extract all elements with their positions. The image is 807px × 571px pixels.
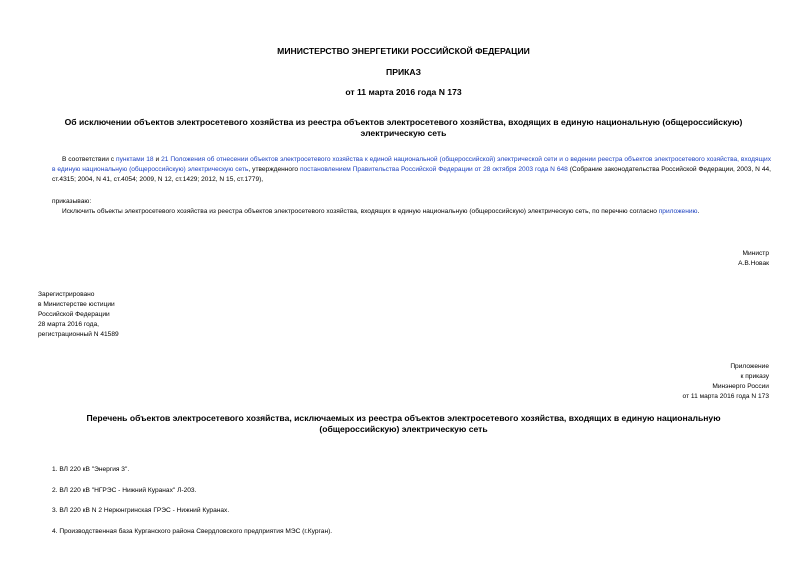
order-text: Исключить объекты электросетевого хозяйства из реестра объектов электросетевого хозяйства, входящих в единую национальную (общероссийскую) электрическую сеть, по перечню согласно (62, 208, 659, 215)
order-text-end: . (697, 208, 700, 215)
list-item: 1. ВЛ 220 кВ "Энергия 3". (52, 466, 130, 473)
link-polozhenie[interactable]: Положения об отнесении объектов электросетевого хозяйства к единой национальной (общероссийской) электрической сети и о ведении реестра объектов электросетевого хозяйства, входящих в единую национальную (общероссийскую) электрическую сеть (52, 156, 771, 173)
appendix-line: Минэнерго России (712, 383, 769, 390)
link-punkty-18[interactable]: пунктами 18 (116, 156, 154, 163)
ministry-heading: МИНИСТЕРСТВО ЭНЕРГЕТИКИ РОССИЙСКОЙ ФЕДЕРАЦИИ (277, 46, 530, 56)
list-title-line-2: (общероссийскую) электрическую сеть (319, 424, 488, 434)
link-postanovlenie[interactable]: постановлением Правительства Российской Федерации от 28 октября 2003 года N 648 (299, 166, 568, 173)
link-prilozhenie[interactable]: приложению (658, 208, 698, 215)
link-punkt-21[interactable]: 21 (161, 156, 169, 163)
list-title-line-1: Перечень объектов электросетевого хозяйства, исключаемых из реестра объектов электросетевого хозяйства, входящих в единую национальную (86, 413, 721, 423)
prikazyvayu-label: приказываю: (52, 198, 92, 205)
registration-line: 28 марта 2016 года, (38, 321, 99, 328)
appendix-line: к приказу (740, 373, 769, 380)
appendix-line: Приложение (730, 363, 769, 370)
registration-line: Зарегистрировано (38, 291, 95, 298)
preamble-text: (Собрание законодательства Российской Федерации, 2003, N 44, ст.4315; 2004, N 41, ст.4054; 2009, N 12, ст.1429; 2012, N 15, ст.1779), (52, 166, 771, 183)
list-item: 4. Производственная база Курганского района Свердловского предприятия МЭС (г.Курган). (52, 528, 333, 535)
preamble-text: В соответствии с (62, 156, 117, 163)
preamble-text: и (153, 156, 162, 163)
registration-line: в Министерстве юстиции (38, 301, 115, 308)
signature-position: Министр (742, 250, 769, 257)
doc-title-line-2: электрическую сеть (360, 128, 447, 138)
appendix-reference (683, 362, 769, 402)
doc-date-heading: от 11 марта 2016 года N 173 (345, 87, 462, 97)
preamble-text: , утвержденного (248, 166, 300, 173)
list-item: 2. ВЛ 220 кВ "НГРЭС - Нижний Куранах" Л-203. (52, 487, 197, 494)
list-item: 3. ВЛ 220 кВ N 2 Нерюнгринская ГРЭС - Нижний Куранах. (52, 507, 230, 514)
registration-line: регистрационный N 41589 (38, 331, 119, 338)
preamble-paragraph (52, 155, 771, 185)
appendix-line: от 11 марта 2016 года N 173 (682, 393, 769, 400)
signature-name: А.В.Новак (738, 260, 769, 267)
doc-title-line-1: Об исключении объектов электросетевого хозяйства из реестра объектов электросетевого хозяйства, входящих в единую национальную (общероссийскую) (64, 117, 743, 127)
registration-block (38, 290, 119, 340)
order-paragraph (62, 207, 772, 217)
registration-line: Российской Федерации (38, 311, 110, 318)
doc-type-heading: ПРИКАЗ (386, 67, 421, 77)
